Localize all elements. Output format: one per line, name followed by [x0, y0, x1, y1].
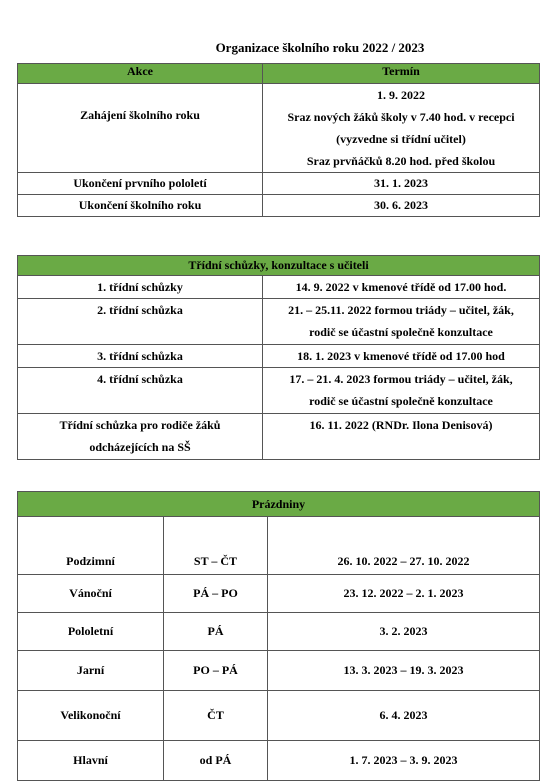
school-year-table — [17, 63, 540, 217]
section-header: Třídní schůzky, konzultace s učiteli — [18, 256, 540, 276]
table-row — [18, 345, 540, 368]
holiday-name: Vánoční — [18, 575, 164, 613]
holiday-dates: 23. 12. 2022 – 2. 1. 2023 — [268, 575, 540, 613]
table-row — [18, 84, 540, 173]
table-row — [18, 613, 540, 651]
event-term: 30. 6. 2023 — [263, 195, 540, 217]
meeting-name: 1. třídní schůzky — [18, 276, 263, 299]
page-title: Organizace školního roku 2022 / 2023 — [215, 40, 425, 55]
holiday-dates: 13. 3. 2023 – 19. 3. 2023 — [268, 651, 540, 691]
meeting-name: 4. třídní schůzka — [18, 368, 263, 414]
holiday-days: ST – ČT — [164, 517, 268, 575]
table-row — [18, 173, 540, 195]
holiday-dates: 3. 2. 2023 — [268, 613, 540, 651]
holidays-table — [17, 491, 540, 781]
holiday-name: Pololetní — [18, 613, 164, 651]
holiday-days: PÁ – PO — [164, 575, 268, 613]
holiday-days: PO – PÁ — [164, 651, 268, 691]
holiday-dates: 26. 10. 2022 – 27. 10. 2022 — [268, 517, 540, 575]
holiday-days: ČT — [164, 691, 268, 741]
table-row — [18, 414, 540, 460]
meeting-name: 3. třídní schůzka — [18, 345, 263, 368]
section-header: Prázdniny — [18, 492, 540, 517]
term-line: Sraz prvňáčků 8.20 hod. před školou — [306, 154, 496, 168]
holiday-name: Hlavní — [18, 741, 164, 781]
meeting-name: 2. třídní schůzka — [18, 299, 263, 345]
event-term — [263, 84, 540, 173]
term-line: 1. 9. 2022 — [377, 88, 425, 102]
table-row — [18, 691, 540, 741]
holiday-dates: 1. 7. 2023 – 3. 9. 2023 — [268, 741, 540, 781]
parent-meetings-table — [17, 255, 540, 460]
meeting-term: 21. – 25.11. 2022 formou triády – učitel, žák, rodič se účastní společně konzultace — [263, 299, 540, 345]
table-header-row — [18, 492, 540, 517]
holiday-name: Podzimní — [18, 517, 164, 575]
holiday-days: PÁ — [164, 613, 268, 651]
table-row — [18, 651, 540, 691]
table-row — [18, 299, 540, 345]
meeting-term: 17. – 21. 4. 2023 formou triády – učitel, žák, rodič se účastní společně konzultace — [263, 368, 540, 414]
event-name: Zahájení školního roku — [18, 84, 263, 173]
holiday-name: Velikonoční — [18, 691, 164, 741]
table-row — [18, 575, 540, 613]
table-row — [18, 195, 540, 217]
term-line: (vyzvedne si třídní učitel) — [336, 132, 466, 146]
table-row — [18, 276, 540, 299]
holiday-name: Jarní — [18, 651, 164, 691]
table-row — [18, 517, 540, 575]
column-header-akce: Akce — [18, 64, 263, 84]
table-row — [18, 368, 540, 414]
holiday-dates: 6. 4. 2023 — [268, 691, 540, 741]
term-line: Sraz nových žáků školy v 7.40 hod. v recepci — [287, 110, 515, 124]
event-term: 31. 1. 2023 — [263, 173, 540, 195]
table-header-row — [18, 256, 540, 276]
meeting-name: Třídní schůzka pro rodiče žáků odcházejících na SŠ — [18, 414, 263, 460]
meeting-term: 18. 1. 2023 v kmenové třídě od 17.00 hod — [263, 345, 540, 368]
table-header-row — [18, 64, 540, 84]
meeting-term: 14. 9. 2022 v kmenové třídě od 17.00 hod. — [263, 276, 540, 299]
meeting-term: 16. 11. 2022 (RNDr. Ilona Denisová) — [263, 414, 540, 460]
column-header-termin: Termín — [263, 64, 540, 84]
holiday-days: od PÁ — [164, 741, 268, 781]
event-name: Ukončení prvního pololetí — [18, 173, 263, 195]
event-name: Ukončení školního roku — [18, 195, 263, 217]
table-row — [18, 741, 540, 781]
